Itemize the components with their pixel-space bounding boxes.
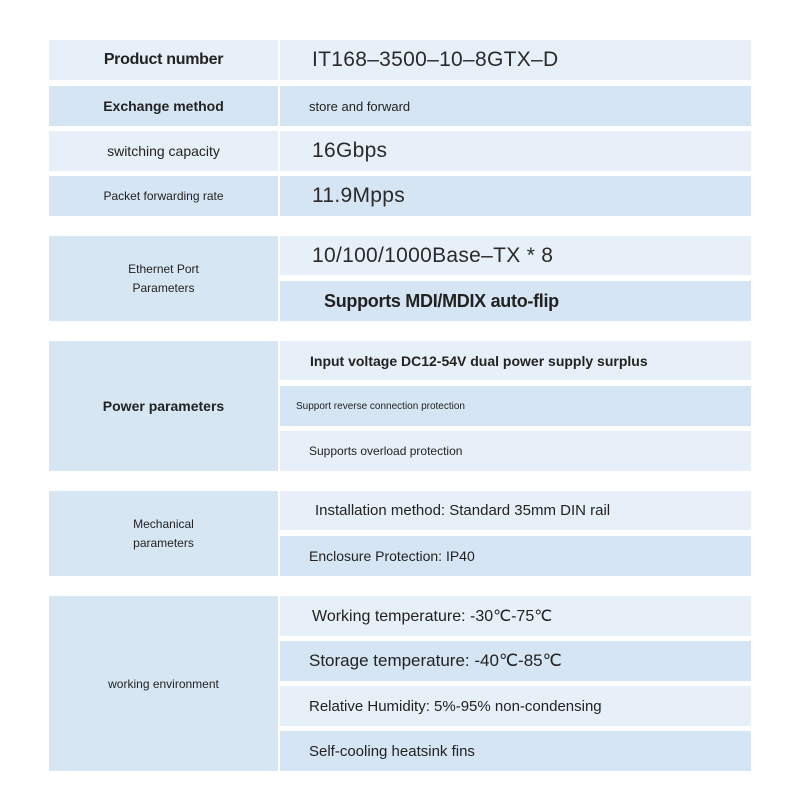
ethernet-value-0: 10/100/1000Base–TX * 8 <box>312 243 554 267</box>
switching-capacity-label: switching capacity <box>107 143 220 159</box>
spec-group-mechanical <box>49 491 751 576</box>
ethernet-value-1: Supports MDI/MDIX auto-flip <box>324 290 559 311</box>
environment-value-2: Relative Humidity: 5%-95% non-condensing <box>309 697 602 715</box>
spec-value-cell <box>280 40 751 80</box>
environment-value-1: Storage temperature: -40℃-85℃ <box>309 651 562 670</box>
spec-value-cell <box>280 386 751 426</box>
ethernet-label-line2: Parameters <box>132 280 195 295</box>
spec-value-cell <box>280 596 751 636</box>
spec-group-ethernet <box>49 236 751 321</box>
power-label: Power parameters <box>102 398 225 414</box>
spec-row-product-number <box>49 40 751 80</box>
spec-row-exchange-method <box>49 86 751 126</box>
spec-value-cell <box>280 281 751 321</box>
environment-label: working environment <box>108 676 219 691</box>
switching-capacity-value: 16Gbps <box>312 139 388 162</box>
spec-value-cell <box>280 686 751 726</box>
spec-label <box>49 341 278 471</box>
packet-forwarding-rate-value: 11.9Mpps <box>312 184 406 207</box>
exchange-method-value: store and forward <box>309 98 411 114</box>
spec-value-cell <box>280 131 751 171</box>
ethernet-label-line1: Ethernet Port <box>128 261 199 276</box>
spec-value-cell <box>280 536 751 576</box>
spec-label <box>49 236 278 321</box>
environment-value-3: Self-cooling heatsink fins <box>309 742 475 760</box>
spec-label <box>49 491 278 576</box>
spec-group-environment <box>49 596 751 771</box>
power-value-2: Supports overload protection <box>309 444 463 458</box>
spec-value-cell <box>280 86 751 126</box>
spec-value-cell <box>280 491 751 530</box>
spec-value-cell <box>280 176 751 216</box>
spec-label <box>49 176 278 216</box>
spec-label <box>49 40 278 80</box>
spec-label <box>49 86 278 126</box>
product-number-label: Product number <box>103 51 224 68</box>
mechanical-label-line1: Mechanical <box>133 516 194 531</box>
spec-value-cell <box>280 431 751 471</box>
spec-value-cell <box>280 641 751 681</box>
mechanical-value-1: Enclosure Protection: IP40 <box>309 548 475 564</box>
spec-row-switching-capacity <box>49 131 751 171</box>
spec-group-power <box>49 341 751 471</box>
spec-label <box>49 596 278 771</box>
mechanical-label-line2: parameters <box>133 535 194 550</box>
spec-label <box>49 131 278 171</box>
spec-value-cell <box>280 731 751 771</box>
spec-value-cell <box>280 341 751 380</box>
power-value-0: Input voltage DC12-54V dual power supply surplus <box>310 352 648 369</box>
spec-value-cell <box>280 236 751 275</box>
product-number-value: IT168–3500–10–8GTX–D <box>312 48 559 71</box>
mechanical-value-0: Installation method: Standard 35mm DIN rail <box>315 502 611 519</box>
packet-forwarding-rate-label: Packet forwarding rate <box>103 189 224 203</box>
exchange-method-label: Exchange method <box>103 98 224 114</box>
environment-value-0: Working temperature: -30℃-75℃ <box>312 608 553 625</box>
spec-row-packet-forwarding-rate <box>49 176 751 216</box>
power-value-1: Support reverse connection protection <box>296 400 465 412</box>
